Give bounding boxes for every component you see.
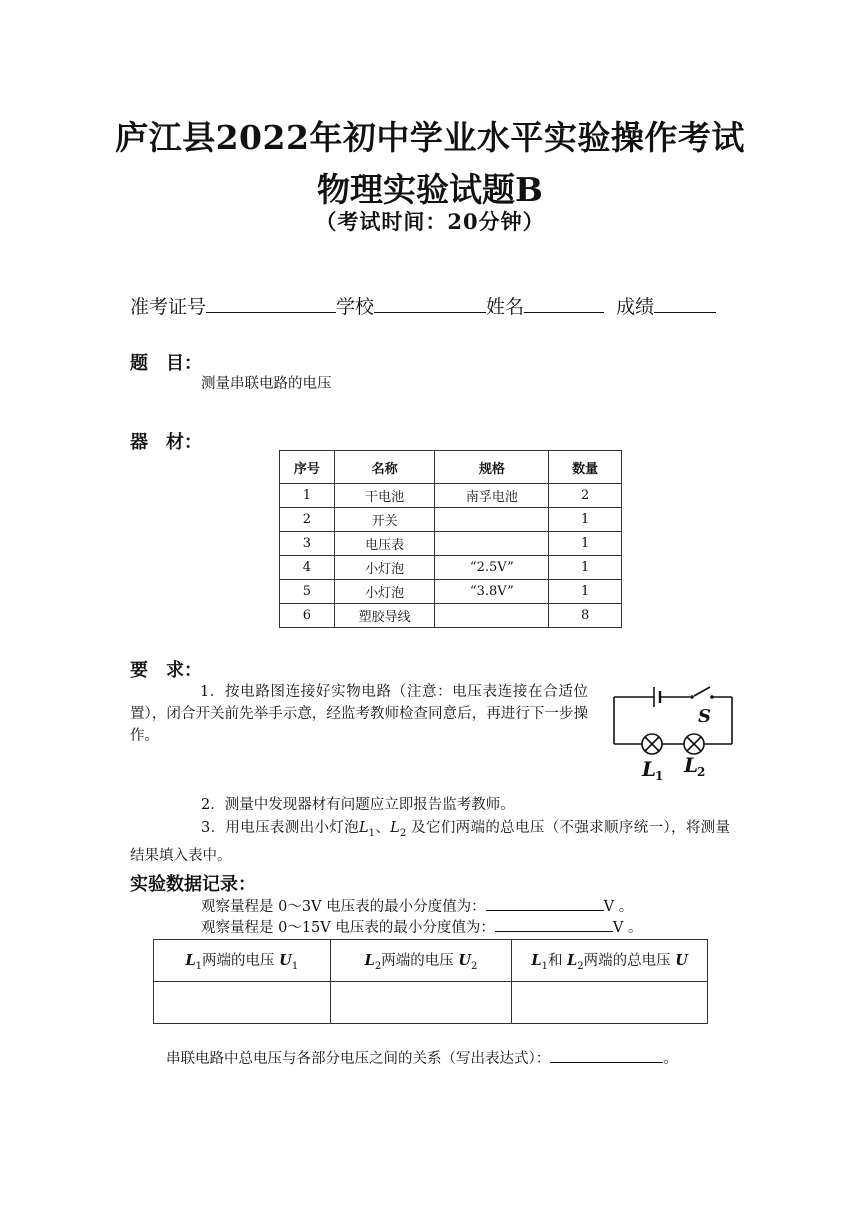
table-cell: 1 [549, 532, 622, 556]
switch-label: S [698, 706, 711, 727]
record-label: 实验数据记录： [130, 874, 256, 895]
candidate-info-line [130, 292, 716, 319]
name-field[interactable] [524, 296, 604, 313]
observation-15v-unit: V [612, 920, 624, 936]
lamp-l2-subscript: 2 [697, 765, 706, 779]
table-cell: 3 [280, 532, 335, 556]
exam-no-field[interactable] [206, 296, 336, 313]
observation-3v-period: 。 [618, 899, 634, 915]
table-cell: “2.5V” [435, 556, 549, 580]
school-field[interactable] [374, 296, 486, 313]
table-cell [435, 604, 549, 628]
observation-3v-unit: V [603, 899, 615, 915]
item3-l1: L [358, 820, 369, 836]
equipment-header-cell: 名称 [334, 451, 435, 484]
requirements-label: 要 求： [130, 660, 202, 681]
record-cell-u1[interactable] [154, 982, 331, 1024]
table-cell: 塑胶导线 [334, 604, 435, 628]
observation-3v-blank[interactable] [486, 895, 604, 911]
score-field[interactable] [654, 296, 716, 313]
table-row [280, 580, 622, 604]
exam-time-note: （考试时间：20分钟） [315, 209, 545, 234]
record-header-u2: $L_2$两端的电压 $U_2$ [330, 940, 512, 982]
observation-3v-text: 观察量程是 0～3V 电压表的最小分度值为： [201, 899, 486, 915]
table-cell: 小灯泡 [334, 556, 435, 580]
exam-no-label: 准考证号 [130, 296, 207, 318]
circuit-diagram [608, 680, 738, 784]
requirement-item-1: 1．按电路图连接好实物电路（注意：电压表连接在合适位置），闭合开关前先举手示意，经监考教师检查同意后，再进行下一步操作。 [130, 684, 588, 744]
observation-3v [201, 895, 633, 918]
item3-sep: 、 [374, 820, 391, 836]
equipment-header-row [280, 451, 622, 484]
table-cell: 5 [280, 580, 335, 604]
record-cell-u-total[interactable] [512, 982, 708, 1024]
table-row [280, 532, 622, 556]
observation-15v-blank[interactable] [495, 916, 613, 932]
table-cell: 6 [280, 604, 335, 628]
table-row [280, 508, 622, 532]
conclusion-line [166, 1047, 678, 1070]
table-cell: “3.8V” [435, 580, 549, 604]
equipment-header-cell: 数量 [549, 451, 622, 484]
conclusion-period: 。 [663, 1051, 678, 1067]
record-header-row [154, 940, 708, 982]
lamp-l1-subscript: 1 [655, 769, 664, 783]
record-value-row [154, 982, 708, 1024]
topic-label: 题 目： [130, 353, 202, 374]
topic-text: 测量串联电路的电压 [201, 376, 332, 392]
table-cell: 开关 [334, 508, 435, 532]
equipment-table [279, 450, 622, 628]
table-row [280, 604, 622, 628]
lamp-l2-label: L [684, 753, 699, 777]
name-label: 姓名 [486, 296, 525, 318]
switch-blade [694, 687, 710, 696]
table-cell [435, 532, 549, 556]
item3-text-a: 3．用电压表测出小灯泡 [201, 820, 359, 836]
observation-15v [201, 916, 642, 939]
table-cell: 4 [280, 556, 335, 580]
conclusion-blank[interactable] [550, 1047, 663, 1063]
score-label: 成绩 [616, 296, 655, 318]
conclusion-text: 串联电路中总电压与各部分电压之间的关系（写出表达式）： [166, 1051, 551, 1067]
item3-text-b: 及它们两端的总电压（不强求顺序统一），将测量结果填入表中。 [130, 820, 731, 864]
voltage-record-table [153, 939, 708, 1024]
observation-15v-period: 。 [627, 920, 643, 936]
table-cell: 1 [280, 484, 335, 508]
school-label: 学校 [336, 296, 375, 318]
table-cell: 1 [549, 556, 622, 580]
exam-title: 庐江县2022年初中学业水平实验操作考试 [115, 118, 745, 157]
table-cell: 1 [549, 508, 622, 532]
requirement-item-3 [130, 817, 730, 867]
item3-l2-sub: 2 [399, 827, 407, 839]
table-cell: 南孚电池 [435, 484, 549, 508]
table-cell: 8 [549, 604, 622, 628]
table-cell: 小灯泡 [334, 580, 435, 604]
table-cell: 干电池 [334, 484, 435, 508]
record-cell-u2[interactable] [330, 982, 512, 1024]
requirement-item-2: 2．测量中发现器材有问题应立即报告监考教师。 [201, 797, 515, 813]
equipment-label: 器 材： [130, 432, 202, 453]
table-cell: 1 [549, 580, 622, 604]
exam-subtitle: 物理实验试题B [317, 170, 543, 209]
table-row [280, 484, 622, 508]
table-cell: 电压表 [334, 532, 435, 556]
table-cell: 2 [549, 484, 622, 508]
item3-l1-sub: 1 [368, 827, 375, 839]
table-row [280, 556, 622, 580]
equipment-header-cell: 序号 [280, 451, 335, 484]
item3-l2: L [390, 820, 400, 836]
record-header-u-total: $L_1$和 $L_2$两端的总电压 U [512, 940, 708, 982]
record-header-u1: $L_1$两端的电压 $U_1$ [154, 940, 331, 982]
equipment-header-cell: 规格 [435, 451, 549, 484]
table-cell: 2 [280, 508, 335, 532]
table-cell [435, 508, 549, 532]
lamp-l1-label: L [642, 757, 657, 781]
observation-15v-text: 观察量程是 0～15V 电压表的最小分度值为： [201, 920, 495, 936]
